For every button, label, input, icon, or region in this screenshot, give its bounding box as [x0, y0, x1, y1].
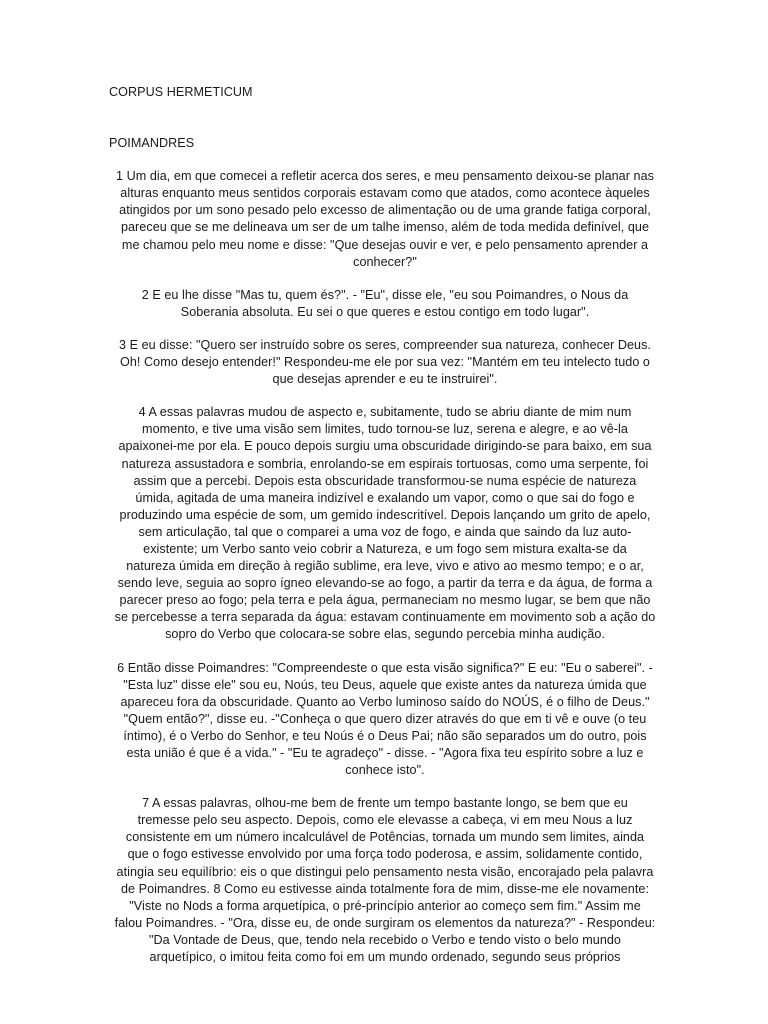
text-line: conhecer?" [353, 254, 417, 269]
text-line: "Esta luz" disse ele" sou eu, Noús, teu Deus, aquele que existe antes da natureza úmida que [123, 677, 647, 692]
text-line: "Viste no Nods a forma arquetípica, o pré-princípio anterior ao começo sem fim." Assim me [129, 898, 641, 913]
document-title: CORPUS HERMETICUM [109, 85, 253, 99]
text-line: consistente em um número incalculável de Potências, tornada um mundo sem limites, ainda [125, 830, 645, 845]
text-line: apaixonei-me por ela. E pouco depois surgiu uma obscuridade dirigindo-se para baixo, em sua [118, 439, 652, 454]
text-line: "Da Vontade de Deus, que, tendo nela recebido o Verbo e tendo visto o belo mundo [149, 932, 621, 947]
text-line: 7 A essas palavras, olhou-me bem de frente um tempo bastante longo, se bem que eu [142, 796, 628, 811]
text-line: 6 Então disse Poimandres: "Compreendeste o que esta visão significa?" E eu: "Eu o saberei". - [117, 660, 653, 675]
text-line: momento, e tive uma visão sem limites, tudo tornou-se luz, serena e alegre, e ao vê-la [142, 422, 628, 437]
text-line: 4 A essas palavras mudou de aspecto e, subitamente, tudo se abriu diante de mim num [138, 405, 632, 420]
text-line: se percebesse a terra separada da água: estavam continuamente em movimento sob a ação do [114, 610, 656, 625]
text-line: pareceu que se me delineava um ser de um talhe imenso, além de toda medida definível, que [120, 220, 650, 235]
paragraph-3 [109, 337, 661, 388]
text-line: assim que a percebi. Depois esta obscuridade transformou-se numa espécie de natureza [133, 473, 637, 488]
text-line: arquetípico, o imitou feita como foi em um mundo ordenado, segundo seus próprios [149, 950, 621, 965]
text-line: esta união é que é a vida." - "Eu te agradeço" - disse. - "Agora fixa teu espírito sobre a luz e [126, 746, 644, 760]
text-line: Soberania absoluta. Eu sei o que queres e estou contigo em todo lugar". [180, 304, 590, 319]
text-line: produzindo uma espécie de som, um gemido indescritível. Depois lançando um grito de apelo, [119, 507, 651, 522]
text-line: 2 E eu lhe disse "Mas tu, quem és?". - "Eu", disse ele, "eu sou Poimandres, o Nous da [141, 287, 629, 302]
text-line: natureza úmida em direção à região sublime, era leve, vivo e ativo ao mesmo tempo; e o ar, [126, 559, 644, 574]
document-content [109, 84, 661, 966]
text-line: falou Poimandres. - "Ora, disse eu, de onde surgiram os elementos da natureza?" - Respondeu: [114, 915, 656, 930]
text-line: que o fogo estivesse envolvido por uma força todo poderosa, e assim, solidamente contido, [127, 847, 643, 862]
paragraph-2 [109, 287, 661, 321]
text-line: conhece isto". [345, 763, 425, 778]
text-line: me chamou pelo meu nome e disse: "Que desejas ouvir e ver, e pelo pensamento aprender a [121, 237, 649, 252]
text-line: que desejas aprender e eu te instruirei". [272, 372, 498, 387]
text-line: 3 E eu disse: "Quero ser instruído sobre os seres, compreender sua natureza, conhecer Deus. [119, 337, 651, 352]
text-line: íntimo), é o Verbo do Senhor, e teu Noús é o Deus Pai; não são separados um do outro, pois [123, 728, 647, 743]
text-line: apareceu fora da obscuridade. Quanto ao Verbo luminoso saído do NOÚS, é o filho de Deus." [120, 694, 650, 709]
paragraph-6 [109, 660, 661, 780]
text-line: natureza assustadora e sombria, enrolando-se em espirais tortuosas, como uma serpente, foi [121, 456, 649, 471]
paragraph-4 [109, 404, 661, 643]
text-line: sem articulação, tal que o comparei a uma voz de fogo, e ainda que saindo da luz auto- [138, 524, 632, 539]
text-line: "Quem então?", disse eu. -"Conheça o que quero dizer através do que em ti vê e ouve (o teu [123, 711, 647, 726]
text-line: de Poimandres. 8 Como eu estivesse ainda totalmente fora de mim, disse-me ele novamente: [120, 881, 649, 896]
text-line: existente; um Verbo santo veio cobrir a Natureza, e um fogo sem mistura exalta-se da [143, 541, 627, 556]
text-line: alturas enquanto meus sentidos corporais estavam como que atados, como acontece àqueles [120, 186, 650, 201]
paragraph-1 [109, 168, 661, 271]
text-line: sopro do Verbo que colocara-se sobre elas, segundo percebia minha audição. [165, 627, 605, 642]
text-line: tremesse pelo seu aspecto. Depois, como ele elevasse a cabeça, vi em meu Nous a luz [137, 813, 633, 828]
text-line: atingidos por um sono pesado pelo excesso de alimentação ou de uma grande fatiga corporal, [119, 203, 651, 218]
text-line: úmida, agitada de uma maneira indizível e exalando um vapor, como o que sai do fogo e [135, 490, 635, 505]
text-line: 1 Um dia, em que comecei a refletir acerca dos seres, e meu pensamento deixou-se planar nas [116, 169, 654, 184]
text-line: sendo leve, seguia ao sopro ígneo elevando-se ao fogo, a partir da terra e da água, de forma a [117, 576, 653, 591]
text-line: parecer preso ao fogo; pela terra e pela água, permaneciam no mesmo lugar, se bem que não [119, 593, 651, 608]
text-line: atingia seu equilíbrio: eis o que distingui pelo pensamento nesta visão, encorajado pela palavra [116, 864, 654, 879]
section-title: POIMANDRES [109, 136, 195, 151]
text-line: Oh! Como desejo entender!" Respondeu-me ele por sua vez: "Mantém em teu intelecto tudo o [120, 355, 650, 370]
paragraph-7 [109, 795, 661, 966]
